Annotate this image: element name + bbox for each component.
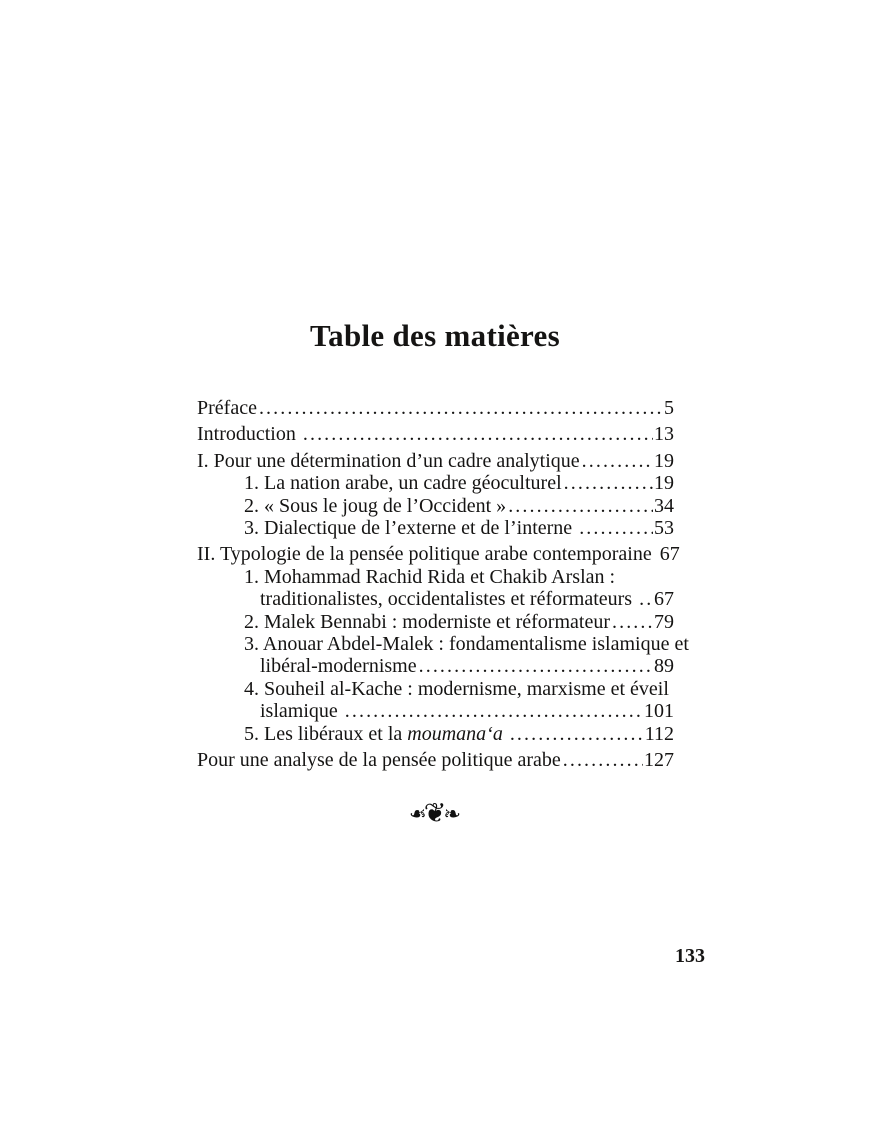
toc-entry-label xyxy=(197,450,580,472)
toc-entry-label-text: 4. Souheil al-Kache : modernisme, marxisme et éveil xyxy=(244,677,669,700)
toc-entry-label xyxy=(244,517,577,539)
toc-leader-dots xyxy=(582,450,653,472)
toc-entry-label-text: II. Typologie de la pensée politique arabe contemporaine xyxy=(197,543,657,566)
table-of-contents xyxy=(197,397,689,772)
toc-leader-dots xyxy=(564,472,653,494)
toc-entry xyxy=(197,588,674,610)
toc-entry-label xyxy=(197,543,657,565)
toc-entry-label-italic: moumanaʻa xyxy=(407,722,508,745)
toc-entry xyxy=(197,423,674,445)
toc-entry-label-text: Préface xyxy=(197,397,257,419)
toc-page-number: 19 xyxy=(654,449,674,472)
toc-leader-dots xyxy=(612,611,653,633)
toc-entry-label-text: islamique xyxy=(260,700,343,723)
toc-entry-label-text: libéral-modernisme xyxy=(260,655,417,678)
toc-entry-label-text: 1. Mohammad Rachid Rida et Chakib Arslan : xyxy=(244,565,616,588)
toc-entry xyxy=(197,495,674,517)
toc-page-number: 79 xyxy=(654,610,674,633)
toc-entry-label xyxy=(197,397,257,419)
toc-entry xyxy=(197,678,674,700)
toc-page-number: 89 xyxy=(654,655,674,678)
toc-page-number: 127 xyxy=(644,749,674,772)
toc-leader-dots xyxy=(563,749,643,771)
toc-entry-label xyxy=(244,678,669,700)
toc-leader-dots xyxy=(303,423,653,445)
toc-entry xyxy=(197,517,674,539)
toc-page-number: 67 xyxy=(654,588,674,611)
fleuron-ornament xyxy=(0,794,870,833)
toc-entry-label-text: 2. « Sous le joug de l’Occident » xyxy=(244,494,507,517)
toc-leader-dots xyxy=(259,397,663,419)
toc-entry-label xyxy=(197,423,301,445)
toc-entry-label xyxy=(197,749,561,771)
toc-entry xyxy=(197,700,674,722)
toc-entry xyxy=(197,611,674,633)
toc-entry-label-text: I. Pour une détermination d’un cadre analytique xyxy=(197,449,580,472)
toc-entry-label xyxy=(244,611,610,633)
toc-leader-dots xyxy=(579,517,653,539)
toc-page-number: 34 xyxy=(654,494,674,517)
page-title: Table des matières xyxy=(310,318,560,353)
toc-entry xyxy=(197,450,674,472)
toc-entry-label xyxy=(244,723,508,745)
toc-page-number: 101 xyxy=(644,700,674,723)
toc-leader-dots xyxy=(419,655,653,677)
toc-entry xyxy=(197,749,674,771)
toc-leader-dots xyxy=(508,495,653,517)
toc-entry-label xyxy=(244,566,615,588)
toc-entry xyxy=(197,655,674,677)
fleuron-center-icon: ❦ xyxy=(423,797,447,829)
toc-entry-label-text: traditionalistes, occidentalistes et réformateurs xyxy=(260,588,638,611)
toc-entry xyxy=(197,566,674,588)
toc-entry xyxy=(197,397,674,419)
toc-page-number: 112 xyxy=(644,722,674,745)
fleuron-left-icon: ❧ xyxy=(409,801,427,826)
toc-entry-label-text: 3. Anouar Abdel-Malek : fondamentalisme islamique et xyxy=(244,633,689,656)
toc-entry-label-text: 2. Malek Bennabi : moderniste et réformateur xyxy=(244,610,610,633)
toc-leader-dots xyxy=(639,588,653,610)
toc-leader-dots xyxy=(510,723,644,745)
toc-entry xyxy=(197,723,674,745)
toc-leader-dots xyxy=(345,700,643,722)
toc-entry-label xyxy=(260,588,637,610)
toc-entry-label-text: 3. Dialectique de l’externe et de l’interne xyxy=(244,517,578,540)
toc-page-number: 19 xyxy=(654,472,674,495)
toc-entry xyxy=(197,633,689,656)
toc-entry-label-text: 1. La nation arabe, un cadre géoculturel xyxy=(244,472,562,495)
toc-entry xyxy=(197,543,680,566)
toc-entry-label xyxy=(244,633,689,655)
page-number: 133 xyxy=(675,945,705,967)
toc-entry-label xyxy=(260,655,417,677)
toc-page-number: 13 xyxy=(654,423,674,446)
fleuron-right-icon: ❧ xyxy=(443,801,461,826)
toc-page-number: 53 xyxy=(654,517,674,540)
toc-entry-label-text: Pour une analyse de la pensée politique arabe xyxy=(197,749,561,772)
toc-entry-label-text: 5. Les libéraux et la xyxy=(244,722,408,745)
toc-entry-label-text: Introduction xyxy=(197,423,301,446)
toc-page-number: 67 xyxy=(659,543,680,566)
toc-entry-label xyxy=(244,495,506,517)
toc-entry xyxy=(197,472,674,494)
toc-entry-label xyxy=(260,700,343,722)
toc-entry-label xyxy=(244,472,562,494)
toc-page-number: 5 xyxy=(664,397,674,419)
